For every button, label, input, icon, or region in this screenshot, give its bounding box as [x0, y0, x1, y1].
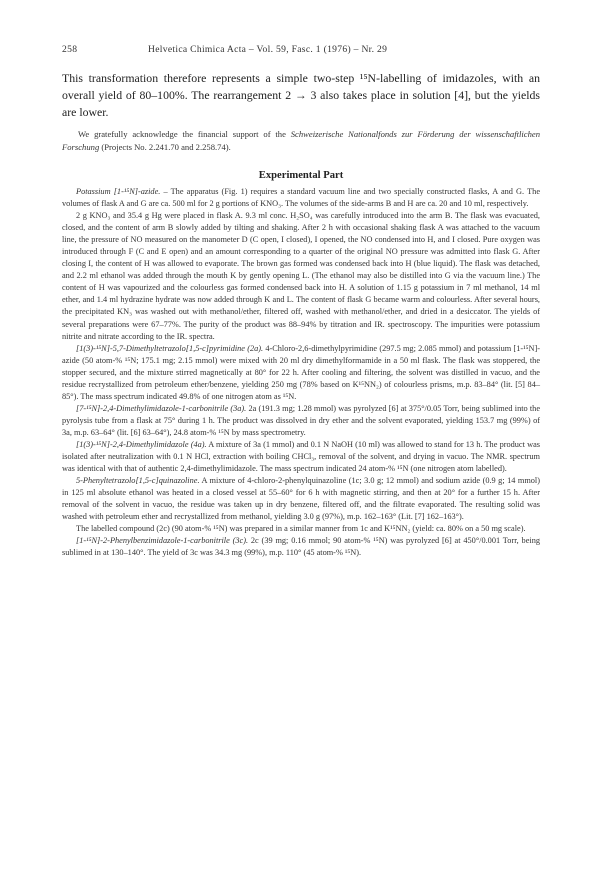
- intro-paragraph: This transformation therefore represents a simple two-step ¹⁵N-labelling of imidazoles, with an overall yield of 80–100%. The rearrangement 2 → 3 also takes place in solution [4], but the yields are lower.: [62, 71, 540, 119]
- body-paragraph: [62, 186, 540, 210]
- ack-lead: We gratefully acknowledge the financial support of the: [78, 129, 291, 139]
- paragraph-text: 2a (191.3 mg; 1.28 mmol) was pyrolyzed [6] at 375°/0.05 Torr, being sublimed into the pyrolysis tube from a flask at 75° during 1 h. The product was dissolved in dry ether and the solvent evaporated, yielding 153.7 mg (99%) of 3a, m.p. 63–64° (lit. [6] 63–64°), 24.8 atom-% ¹⁵N by mass spectrometry.: [62, 403, 541, 437]
- body-paragraph: [62, 403, 540, 439]
- body-paragraph: [62, 523, 540, 535]
- ack-tail: (Projects No. 2.241.70 and 2.258.74).: [99, 142, 231, 152]
- paragraph-title: [1(3)-¹⁵N]-5,7-Dimethyltetrazolo[1,5-c]pyrimidine (2a).: [76, 343, 264, 353]
- body-paragraph: [62, 343, 540, 403]
- paragraph-text: 2 g KNO₃ and 35.4 g Hg were placed in flask A. 9.3 ml conc. H₂SO₄ was carefully introduced into the arm B. The flask was evacuated, closed, and the content of arm B slowly added by tilting and shaking. After 2 h with occasional shaking flask A was attached to the vacuum line, the pressure of NO measured on the manometer D (C open, I closed), I opened, the NO condensed into H, and I closed. Pure oxygen was introduced through F (C and E open) and an amount corresponding to a quarter of the original NO pressure was admitted into flask G. After closing I, the content of H was allowed to evaporate. The brown gas formed was condensed back into H (blue liquid). The flask was detached, and 2.2 ml ethanol was added through the mouth K by gently opening L. (The ethanol may also be distilled into G via the vacuum line.) The content of H was vapourized and the colourless gas formed condensed back into H. A solution of 1.15 g potassium in 7 ml methanol, 14 ml ether, and 1.4 ml hydrazine hydrate was now added through K and L. The content of flask G became warm and colourless. After several hours, the precipitated KN₃ was washed out with methanol/ether, filtered off, washed with methanol/ether, and dried in a desiccator. The yields of several preparations were 67–77%. The purity of the product was 88–94% by titration and IR. spectroscopy. The impurities were potassium nitrite and nitrate according to the IR. spectra.: [62, 211, 540, 341]
- paragraph-title: [1(3)-¹⁵N]-2,4-Dimethylimidazole (4a).: [76, 439, 207, 449]
- paragraph-title: 5-Phenyltetrazolo[1,5-c]quinazoline.: [76, 476, 200, 486]
- paragraph-text: 2c (39 mg; 0.16 mmol; 90 atom-% ¹⁵N) was pyrolyzed [6] at 450°/0.001 Torr, being sublimed in at 130–140°. The yield of 3c was 34.3 mg (99%), m.p. 110° (45 atom-% ¹⁵N).: [62, 536, 540, 558]
- paragraph-title: [1-¹⁵N]-2-Phenylbenzimidazole-1-carbonitrile (3c).: [76, 536, 249, 546]
- body-paragraph: [62, 535, 540, 559]
- body-paragraph: [62, 210, 540, 343]
- paragraph-text: A mixture of 3a (1 mmol) and 0.1 N NaOH (10 ml) was allowed to stand for 13 h. The product was isolated after neutralization with 0.1 N HCl, extraction with boiling CHCl₃, removal of the solvent, and drying in vacuo. The NMR. spectrum was identical with that of authentic 2,4-dimethylimidazole. The mass spectrum indicated 24 atom-% ¹⁵N (one nitrogen atom labelled).: [62, 439, 540, 474]
- page-number: 258: [62, 44, 78, 55]
- paragraph-text: A mixture of 4-chloro-2-phenylquinazoline (1c; 3.0 g; 12 mmol) and sodium azide (0.9 g; 14 mmol) in 125 ml absolute ethanol was heated in a closed vessel at 55–60° for 6 h with magnetic stirring, and then at 20° for a further 15 h. After removal of the solvent in vacuo, the residue was taken up in dry benzene, filtered off, and the filtrate evaporated. The resulting solid was washed with petroleum ether and recrystallized from methanol, yielding 3.0 g (97%), m.p. 162–163° (Lit. [7] 162–163°).: [62, 476, 540, 522]
- running-head: Helvetica Chimica Acta – Vol. 59, Fasc. 1 (1976) – Nr. 29: [148, 44, 388, 55]
- experimental-body: [62, 186, 540, 559]
- section-title: Experimental Part: [258, 170, 344, 181]
- acknowledgement: [62, 128, 540, 154]
- paragraph-text: The labelled compound (2c) (90 atom-% ¹⁵N) was prepared in a similar manner from 1c and K¹⁵NN₂ (yield: ca. 80% on a 50 mg scale).: [76, 524, 526, 534]
- body-paragraph: [62, 475, 540, 523]
- ack-funder: Schweizerische Nationalfonds zur Förderung der wissenschaftlichen Forschung: [62, 129, 540, 152]
- paragraph-title: [7-¹⁵N]-2,4-Dimethylimidazole-1-carbonitrile (3a).: [76, 403, 247, 413]
- paragraph-text: 4-Chloro-2,6-dimethylpyrimidine (297.5 mg; 2.085 mmol) and potassium [1-¹⁵N]-azide (50 atom-% ¹⁵N; 175.1 mg; 2.15 mmol) were mixed with 20 ml dry dimethylformamide in a 50 ml flask. The flask was stoppered, the stopper secured, and the mixture stirred magnetically at 80° for 22 h. After cooling and filtering, the solvent was distilled in vacuo, and the residue recrystallized from petroleum ether/benzene, yielding 250 mg (78% based on K¹⁵NN₂) of colourless prisms, m.p. 83–84° (lit. [5] 84–85°). The mass spectrum indicated 49.8% of one nitrogen atom as ¹⁵N.: [62, 343, 541, 401]
- body-paragraph: [62, 439, 540, 475]
- paragraph-text: – The apparatus (Fig. 1) requires a standard vacuum line and two specially constructed flasks, A and G. The volumes of flask A and G are ca. 500 ml for 2 g portions of KNO₃. The volumes of the side-arms B and H are ca. 20 and 10 ml, respectively.: [62, 187, 541, 209]
- paragraph-title: Potassium [1-¹⁵N]-azide.: [76, 187, 161, 196]
